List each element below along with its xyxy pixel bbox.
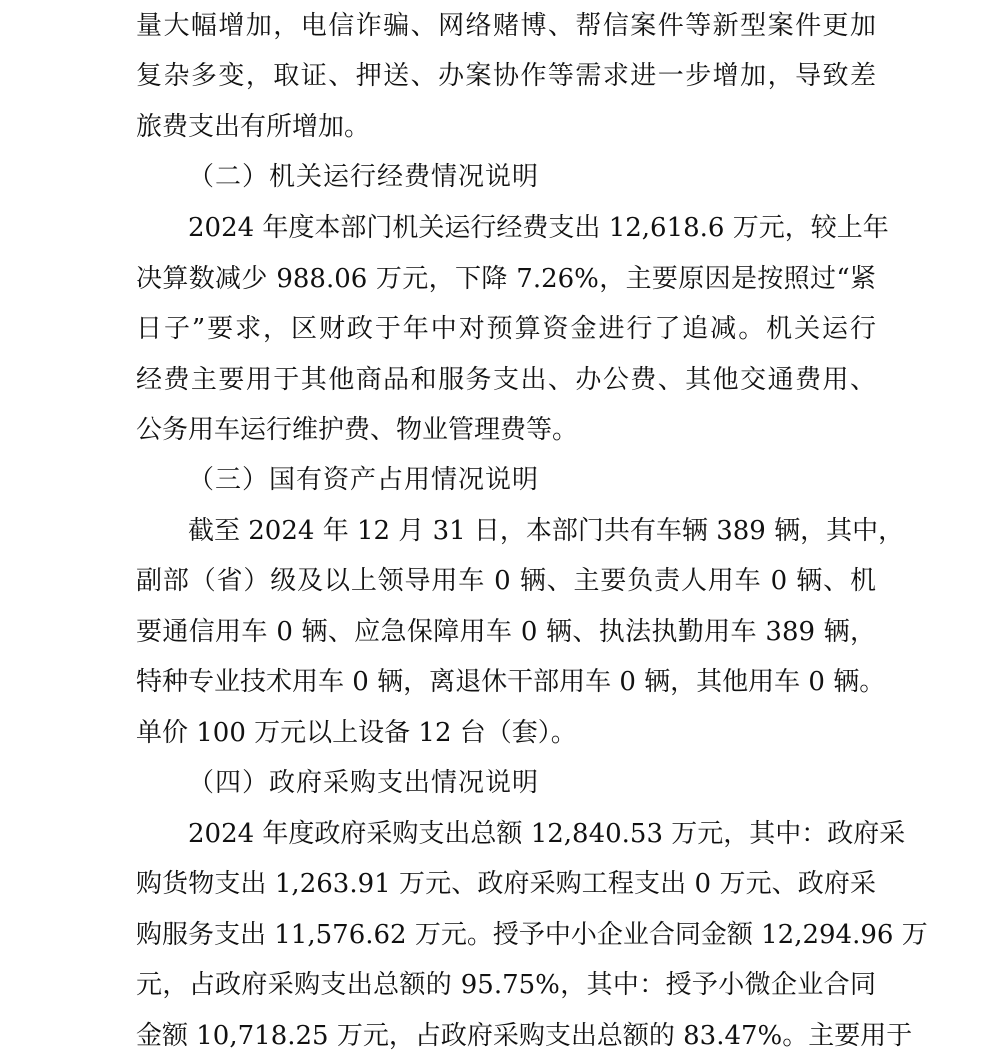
paragraph-line: 公务用车运行维护费、物业管理费等。 bbox=[136, 415, 579, 445]
paragraph-line: 金额 10,718.25 万元，占政府采购支出总额的 83.47%。主要用于 bbox=[136, 1021, 913, 1051]
paragraph-line: 量大幅增加，电信诈骗、网络赌博、帮信案件等新型案件更加 bbox=[136, 11, 876, 41]
paragraph-line: 单价 100 万元以上设备 12 台（套）。 bbox=[136, 718, 577, 748]
paragraph-line: 购货物支出 1,263.91 万元、政府采购工程支出 0 万元、政府采 bbox=[136, 869, 876, 899]
paragraph-line: 购服务支出 11,576.62 万元。授予中小企业合同金额 12,294.96 万 bbox=[136, 920, 928, 950]
paragraph-line: 截至 2024 年 12 月 31 日，本部门共有车辆 389 辆，其中， bbox=[188, 516, 905, 546]
section-heading: （四）政府采购支出情况说明 bbox=[188, 768, 540, 798]
section-heading: （二）机关运行经费情况说明 bbox=[188, 162, 540, 192]
section-heading: （三）国有资产占用情况说明 bbox=[188, 465, 540, 495]
paragraph-line: 特种专业技术用车 0 辆，离退休干部用车 0 辆，其他用车 0 辆。 bbox=[136, 667, 886, 697]
paragraph-line: 旅费支出有所增加。 bbox=[136, 112, 371, 142]
paragraph-line: 日子”要求，区财政于年中对预算资金进行了追减。机关运行 bbox=[136, 314, 876, 344]
paragraph-line: 元，占政府采购支出总额的 95.75%，其中：授予小微企业合同 bbox=[136, 970, 876, 1000]
paragraph-line: 要通信用车 0 辆、应急保障用车 0 辆、执法执勤用车 389 辆， bbox=[136, 617, 876, 647]
paragraph-line: 决算数减少 988.06 万元，下降 7.26%，主要原因是按照过“紧 bbox=[136, 264, 876, 294]
paragraph-line: 复杂多变，取证、押送、办案协作等需求进一步增加，导致差 bbox=[136, 61, 876, 91]
paragraph-line: 经费主要用于其他商品和服务支出、办公费、其他交通费用、 bbox=[136, 365, 876, 395]
paragraph-line: 副部（省）级及以上领导用车 0 辆、主要负责人用车 0 辆、机 bbox=[136, 566, 876, 596]
paragraph-line: 2024 年度政府采购支出总额 12,840.53 万元，其中：政府采 bbox=[188, 819, 906, 849]
paragraph-line: 2024 年度本部门机关运行经费支出 12,618.6 万元，较上年 bbox=[188, 213, 889, 243]
